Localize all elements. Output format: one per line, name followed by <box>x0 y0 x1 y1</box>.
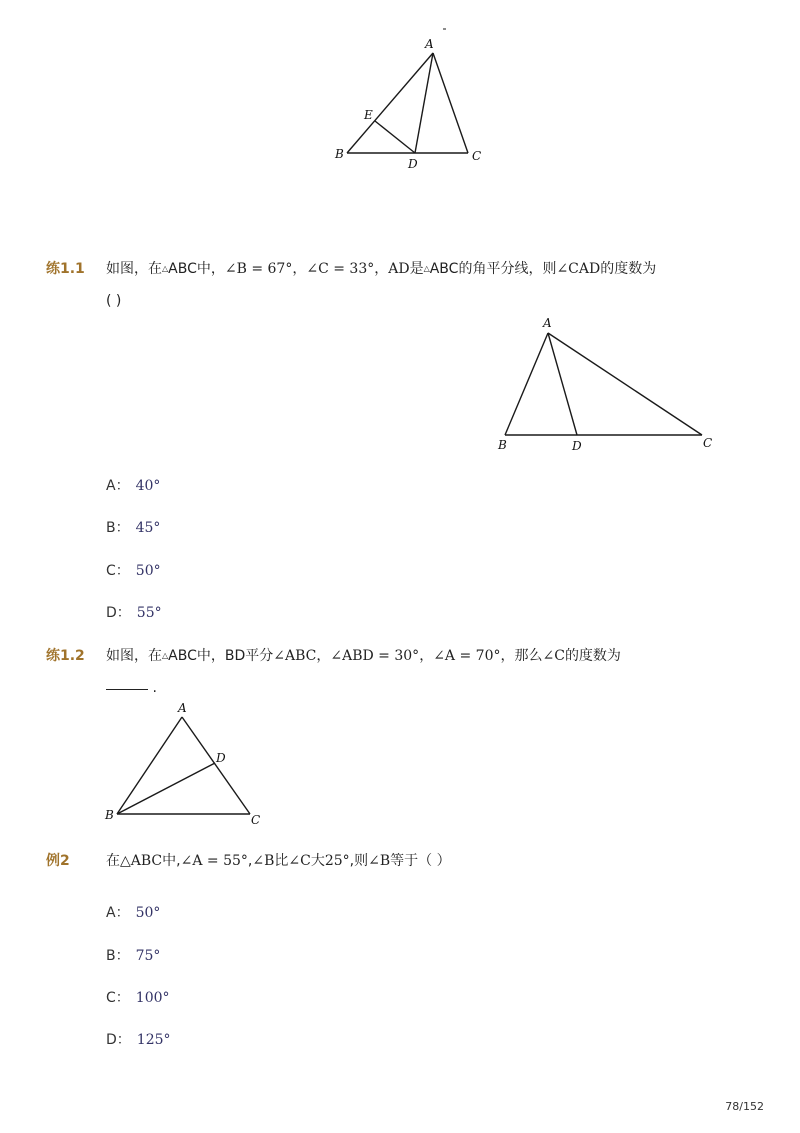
question-text: 如图，在△ABC中，∠B = 67°，∠C = 33°，AD是△ABC的角平分线，则∠CAD的度数为 <box>106 261 657 277</box>
question-label: 练1.2 <box>46 648 85 664</box>
segment-ab <box>505 333 548 435</box>
option-value: 50° <box>135 563 161 579</box>
option-letter: B： <box>106 948 130 964</box>
option-value: 55° <box>136 605 162 621</box>
figure-triangle-q11 <box>490 312 720 457</box>
option-b[interactable] <box>106 517 160 537</box>
label-b: B <box>498 438 507 452</box>
option-a[interactable] <box>106 475 160 495</box>
segment-ed <box>375 121 415 153</box>
option-letter: A： <box>106 478 130 494</box>
option-value: 125° <box>136 1032 171 1048</box>
option-b[interactable] <box>106 945 160 965</box>
option-letter: C： <box>106 563 130 579</box>
figure-top-svg <box>330 22 490 172</box>
segment-ab <box>347 53 433 153</box>
answer-paren: ( ) <box>106 293 122 309</box>
label-c: C <box>703 436 713 450</box>
label-c: C <box>251 813 261 827</box>
option-value: 100° <box>135 990 170 1006</box>
label-a: A <box>425 37 434 51</box>
option-d[interactable] <box>106 1029 171 1049</box>
figure-q11-svg <box>490 312 720 457</box>
option-letter: B： <box>106 520 130 536</box>
label-c: C <box>472 149 482 163</box>
option-c[interactable] <box>106 987 170 1007</box>
option-value: 75° <box>135 948 161 964</box>
question-label: 练1.1 <box>46 261 85 277</box>
figure-q12-svg <box>100 700 270 830</box>
label-b: B <box>335 147 344 161</box>
page-number: 78/152 <box>725 1100 764 1113</box>
question-text: 如图，在△ABC中，BD平分∠ABC，∠ABD = 30°，∠A = 70°，那么∠C的度数为 <box>106 648 621 664</box>
option-value: 40° <box>135 478 161 494</box>
option-d[interactable] <box>106 602 162 622</box>
label-a: A <box>178 701 187 715</box>
label-d: D <box>572 439 582 453</box>
segment-ac <box>182 717 250 814</box>
option-a[interactable] <box>106 902 160 922</box>
figure-triangle-top <box>330 22 490 172</box>
option-letter: A： <box>106 905 130 921</box>
option-letter: D： <box>106 1032 131 1048</box>
segment-ad <box>415 53 433 153</box>
segment-bd <box>117 763 215 814</box>
answer-blank[interactable]: . <box>106 680 157 696</box>
option-value: 45° <box>135 520 161 536</box>
label-d: D <box>216 751 226 765</box>
segment-ac <box>548 333 702 435</box>
segment-ac <box>433 53 468 153</box>
option-value: 50° <box>135 905 161 921</box>
option-letter: D： <box>106 605 131 621</box>
option-letter: C： <box>106 990 130 1006</box>
label-b: B <box>105 808 114 822</box>
option-c[interactable] <box>106 560 161 580</box>
label-e: E <box>364 108 373 122</box>
label-d: D <box>408 157 418 171</box>
question-label: 例2 <box>46 853 70 869</box>
figure-triangle-q12 <box>100 700 270 830</box>
segment-ad <box>548 333 577 435</box>
question-text: 在△ABC中,∠A = 55°,∠B比∠C大25°,则∠B等于（ ） <box>106 853 451 869</box>
segment-ab <box>117 717 182 814</box>
label-a: A <box>543 316 552 330</box>
